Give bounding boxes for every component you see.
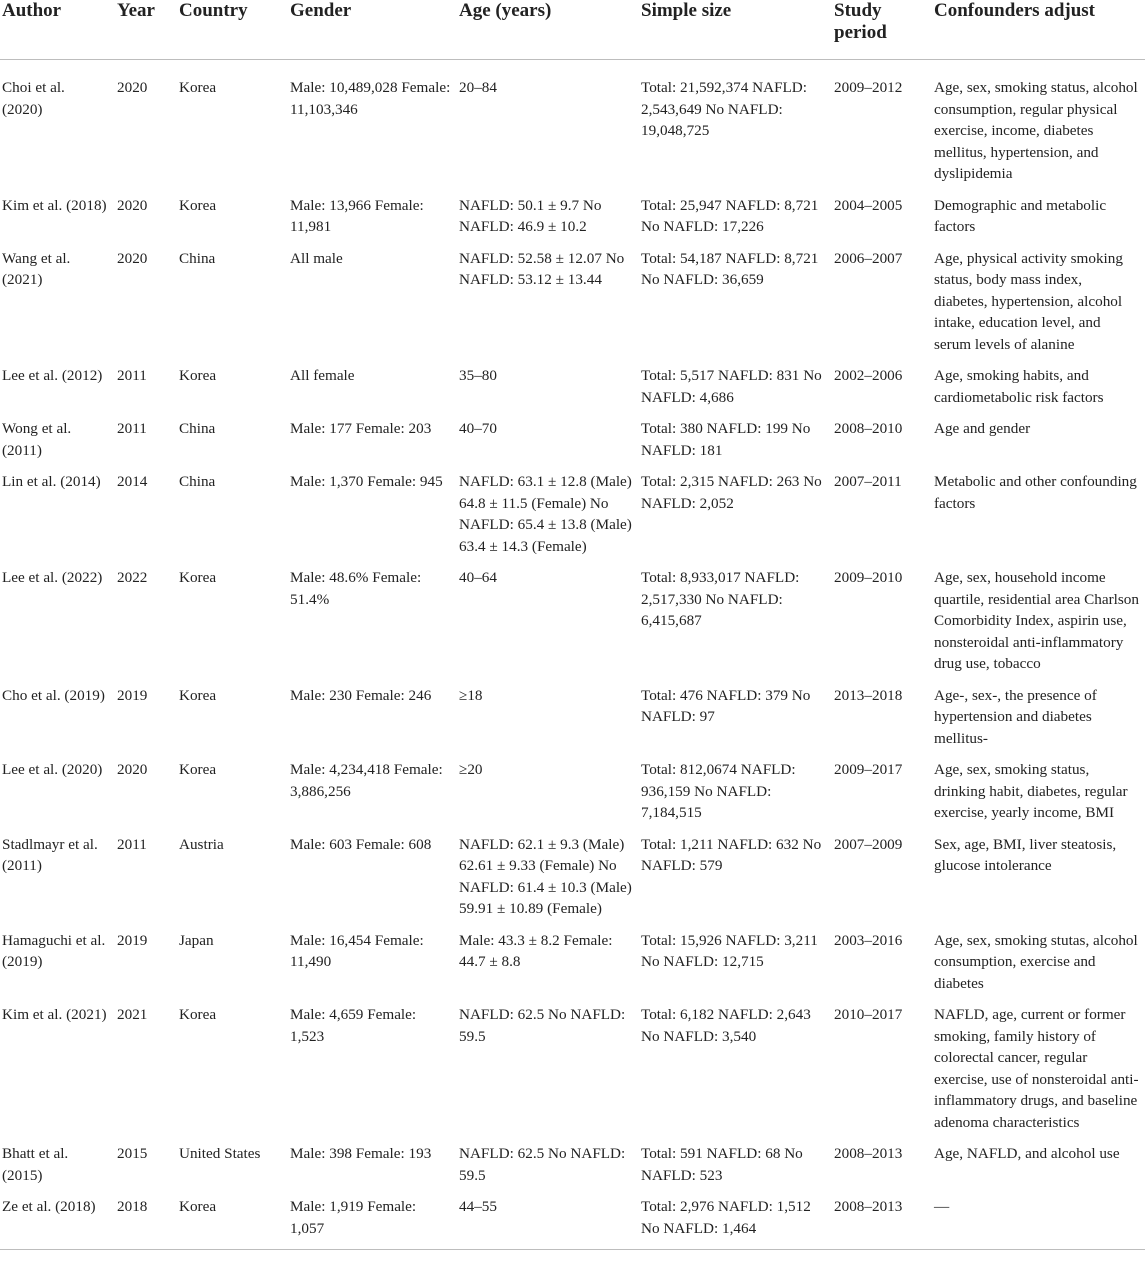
cell-country: Korea <box>179 686 217 704</box>
cell-author: Kim et al. (2018) <box>2 196 107 214</box>
cell-year: 2011 <box>117 835 147 853</box>
cell-author: Hamaguchi et al. (2019) <box>2 931 106 970</box>
cell-gender: Male: 603 Female: 608 <box>290 835 432 853</box>
cell-age: 44–55 <box>457 1189 639 1250</box>
cell-study-period: 2010–2017 <box>834 1006 903 1023</box>
cell-country: China <box>179 473 216 490</box>
cell-year: 2015 <box>117 1145 148 1162</box>
cell-country: United States <box>179 1145 261 1162</box>
header-study-period: Study period <box>832 0 932 60</box>
cell-gender: Male: 177 Female: 203 <box>290 420 432 437</box>
cell-study-period: 2004–2005 <box>834 196 903 214</box>
cell-gender: Male: 230 Female: 246 <box>290 686 432 704</box>
header-gender: Gender <box>288 0 457 60</box>
header-country: Country <box>177 0 288 60</box>
cell-study-period: 2002–2006 <box>834 367 903 384</box>
table-row <box>0 358 1145 411</box>
table-row <box>0 241 1145 359</box>
table-row <box>0 997 1145 1136</box>
cell-confounders: Age-, sex-, the presence of hypertension and diabetes mellitus- <box>934 686 1097 747</box>
table-body <box>0 60 1145 1250</box>
table-row <box>0 60 1145 188</box>
cell-confounders: Age, smoking habits, and cardiometabolic risk factors <box>934 367 1104 406</box>
cell-country: Korea <box>179 79 217 96</box>
cell-country: Korea <box>179 761 217 778</box>
cell-confounders: Age, sex, smoking status, drinking habit, diabetes, regular exercise, yearly income, BMI <box>934 761 1128 821</box>
table-row <box>0 560 1145 678</box>
cell-study-period: 2009–2012 <box>834 79 903 96</box>
cell-sample-size: Total: 812,0674 NAFLD: 936,159 No NAFLD: 7,184,515 <box>641 761 796 821</box>
cell-study-period: 2007–2011 <box>834 473 902 490</box>
cell-study-period: 2003–2016 <box>834 931 903 949</box>
cell-author: Ze et al. (2018) <box>0 1189 115 1250</box>
cell-sample-size: Total: 54,187 NAFLD: 8,721 No NAFLD: 36,659 <box>641 249 819 288</box>
cell-country: Korea <box>179 1006 217 1023</box>
cell-gender: Male: 1,919 Female: 1,057 <box>288 1189 457 1250</box>
cell-age: NAFLD: 62.5 No NAFLD: 59.5 <box>459 1006 626 1045</box>
cell-year: 2020 <box>117 196 148 214</box>
cell-year: 2020 <box>117 761 148 778</box>
cell-sample-size: Total: 2,315 NAFLD: 263 No NAFLD: 2,052 <box>641 473 822 512</box>
cell-year: 2011 <box>117 367 147 384</box>
cell-age: ≥20 <box>459 761 483 778</box>
cell-confounders: Metabolic and other confounding factors <box>934 473 1137 512</box>
cell-confounders: Age, sex, smoking status, alcohol consumption, regular physical exercise, income, diabetes mellitus, hypertension, and dyslipidemia <box>934 79 1138 182</box>
table-row <box>0 1189 1145 1250</box>
cell-author: Choi et al. (2020) <box>2 79 65 118</box>
header-year: Year <box>115 0 177 60</box>
cell-age: NAFLD: 63.1 ± 12.8 (Male) 64.8 ± 11.5 (Female) No NAFLD: 65.4 ± 13.8 (Male) 63.4 ± 14.3 (Female) <box>459 473 632 555</box>
cell-country: Korea <box>177 1189 288 1250</box>
cell-country: Korea <box>179 569 217 586</box>
cell-sample-size: Total: 25,947 NAFLD: 8,721 No NAFLD: 17,226 <box>641 196 819 235</box>
cell-year: 2019 <box>117 686 148 704</box>
cell-country: China <box>179 249 216 267</box>
cell-age: Male: 43.3 ± 8.2 Female: 44.7 ± 8.8 <box>459 931 613 970</box>
cell-country: Japan <box>179 931 214 949</box>
cell-age: NAFLD: 52.58 ± 12.07 No NAFLD: 53.12 ± 13.44 <box>459 249 625 288</box>
cell-sample-size: Total: 1,211 NAFLD: 632 No NAFLD: 579 <box>641 835 822 874</box>
cell-confounders: Age, sex, household income quartile, residential area Charlson Comorbidity Index, aspirin use, nonsteroidal anti-inflammatory drug use, tobacco <box>934 569 1139 672</box>
cell-study-period: 2008–2010 <box>834 420 903 437</box>
header-author: Author <box>0 0 115 60</box>
header-age: Age (years) <box>457 0 639 60</box>
cell-confounders: Demographic and metabolic factors <box>934 196 1107 235</box>
cell-gender: Male: 1,370 Female: 945 <box>290 473 443 490</box>
cell-author: Wang et al. (2021) <box>2 249 71 288</box>
header-row <box>0 0 1145 60</box>
table-row <box>0 923 1145 998</box>
cell-sample-size: Total: 591 NAFLD: 68 No NAFLD: 523 <box>641 1145 803 1184</box>
table-row <box>0 464 1145 560</box>
cell-confounders: Sex, age, BMI, liver steatosis, glucose intolerance <box>934 835 1117 874</box>
cell-confounders: — <box>932 1189 1145 1250</box>
cell-author: Lee et al. (2020) <box>2 761 103 778</box>
cell-study-period: 2008–2013 <box>832 1189 932 1250</box>
cell-sample-size: Total: 5,517 NAFLD: 831 No NAFLD: 4,686 <box>641 367 822 406</box>
cell-year: 2019 <box>117 931 148 949</box>
cell-sample-size: Total: 15,926 NAFLD: 3,211 No NAFLD: 12,715 <box>641 931 818 970</box>
cell-age: NAFLD: 62.5 No NAFLD: 59.5 <box>459 1145 626 1184</box>
table-row <box>0 188 1145 241</box>
cell-sample-size: Total: 476 NAFLD: 379 No NAFLD: 97 <box>641 686 811 725</box>
cell-country: Korea <box>179 367 217 384</box>
cell-confounders: Age and gender <box>934 420 1031 437</box>
cell-gender: Male: 48.6% Female: 51.4% <box>290 569 422 608</box>
cell-age: 20–84 <box>459 79 497 96</box>
cell-age: ≥18 <box>459 686 483 704</box>
table-row <box>0 678 1145 753</box>
table-row <box>0 1136 1145 1189</box>
cell-study-period: 2013–2018 <box>834 686 903 704</box>
cell-study-period: 2009–2017 <box>834 761 903 778</box>
cell-author: Bhatt et al. (2015) <box>2 1145 69 1184</box>
cell-sample-size: Total: 2,976 NAFLD: 1,512 No NAFLD: 1,464 <box>639 1189 832 1250</box>
cell-study-period: 2008–2013 <box>834 1145 903 1162</box>
cell-year: 2011 <box>117 420 147 437</box>
cell-gender: Male: 398 Female: 193 <box>290 1145 432 1162</box>
cell-gender: Male: 10,489,028 Female: 11,103,346 <box>290 79 451 118</box>
cell-study-period: 2006–2007 <box>834 249 903 267</box>
cell-country: Austria <box>179 835 224 853</box>
cell-age: NAFLD: 50.1 ± 9.7 No NAFLD: 46.9 ± 10.2 <box>459 196 602 235</box>
cell-country: Korea <box>179 196 217 214</box>
cell-author: Lee et al. (2012) <box>2 367 103 384</box>
cell-gender: Male: 4,234,418 Female: 3,886,256 <box>290 761 443 800</box>
cell-author: Lee et al. (2022) <box>2 569 103 586</box>
cell-age: 35–80 <box>459 367 497 384</box>
cell-year: 2020 <box>117 249 148 267</box>
cell-gender: All male <box>290 249 343 267</box>
cell-author: Kim et al. (2021) <box>2 1006 107 1023</box>
table-row <box>0 827 1145 923</box>
cell-author: Cho et al. (2019) <box>2 686 105 704</box>
cell-sample-size: Total: 380 NAFLD: 199 No NAFLD: 181 <box>641 420 811 459</box>
cell-country: China <box>179 420 216 437</box>
cell-age: NAFLD: 62.1 ± 9.3 (Male) 62.61 ± 9.33 (Female) No NAFLD: 61.4 ± 10.3 (Male) 59.91 ± 10.89 (Female) <box>459 835 632 917</box>
cell-sample-size: Total: 6,182 NAFLD: 2,643 No NAFLD: 3,540 <box>641 1006 811 1045</box>
header-sample-size: Simple size <box>639 0 832 60</box>
cell-gender: Male: 13,966 Female: 11,981 <box>290 196 424 235</box>
cell-age: 40–70 <box>459 420 497 437</box>
cell-study-period: 2007–2009 <box>834 835 903 853</box>
cell-year: 2020 <box>117 79 148 96</box>
cell-year: 2022 <box>117 569 148 586</box>
cell-study-period: 2009–2010 <box>834 569 903 586</box>
cell-year: 2021 <box>117 1006 148 1023</box>
cell-year: 2018 <box>115 1189 177 1250</box>
cell-confounders: NAFLD, age, current or former smoking, family history of colorectal cancer, regular exercise, use of nonsteroidal anti-inflammatory drugs, and baseline adenoma characteristics <box>934 1006 1139 1131</box>
cell-author: Wong et al. (2011) <box>2 420 72 459</box>
cell-gender: Male: 16,454 Female: 11,490 <box>290 931 424 970</box>
cell-year: 2014 <box>117 473 148 490</box>
header-confounders: Confounders adjust <box>932 0 1145 60</box>
cell-confounders: Age, NAFLD, and alcohol use <box>934 1145 1120 1162</box>
cell-sample-size: Total: 8,933,017 NAFLD: 2,517,330 No NAFLD: 6,415,687 <box>641 569 800 629</box>
table-row <box>0 411 1145 464</box>
table-row <box>0 752 1145 827</box>
cell-author: Lin et al. (2014) <box>2 473 101 490</box>
cell-age: 40–64 <box>459 569 497 586</box>
cell-gender: All female <box>290 367 355 384</box>
cell-confounders: Age, physical activity smoking status, body mass index, diabetes, hypertension, alcohol intake, education level, and serum levels of alanine <box>934 249 1123 353</box>
cell-confounders: Age, sex, smoking stutas, alcohol consumption, exercise and diabetes <box>934 931 1138 992</box>
cell-author: Stadlmayr et al. (2011) <box>2 835 98 874</box>
cell-sample-size: Total: 21,592,374 NAFLD: 2,543,649 No NAFLD: 19,048,725 <box>641 79 807 139</box>
cell-gender: Male: 4,659 Female: 1,523 <box>290 1006 417 1045</box>
